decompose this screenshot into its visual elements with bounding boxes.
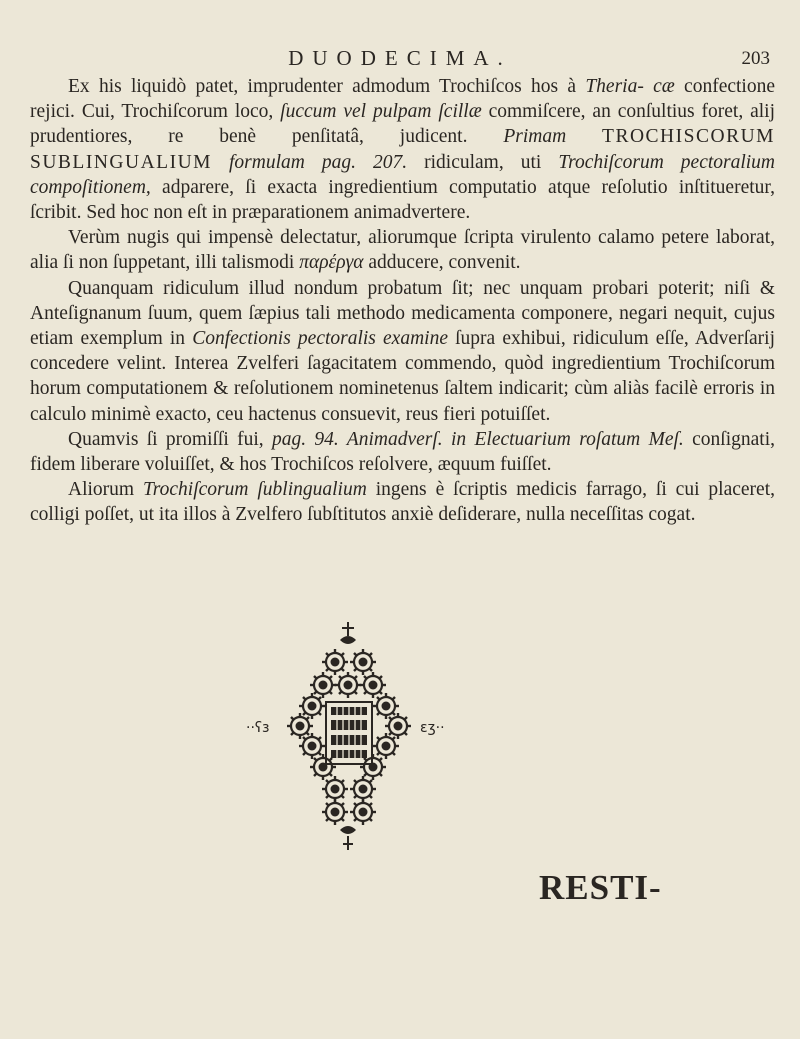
- italic-run: cæ: [653, 76, 675, 97]
- text-run: [212, 152, 229, 173]
- text-run: ridiculam, uti: [407, 151, 559, 173]
- italic-run: ſuccum vel pulpam ſcillæ: [280, 101, 482, 123]
- catchword: RESTI-: [539, 868, 662, 907]
- italic-run: Theria-: [585, 76, 644, 97]
- text-run: Quanquam ridiculum illud nondum probatum ſit; nec unquam probari poterit; niſi & Anteſignanum ſuum, quem ſæpius tali methodo medicamenta componere, negari nequit, cujus etiam exemplum in: [30, 277, 775, 350]
- italic-run: pag. 94. Animadverſ. in Electuarium roſatum Meſ.: [271, 428, 684, 450]
- svg-text:ɛʒ··: ɛʒ··: [420, 720, 445, 736]
- body-text: [30, 74, 775, 528]
- small-caps-run: TROCHISCORUM SUBLINGUALIUM: [30, 126, 775, 173]
- paragraph-5: [30, 477, 775, 527]
- paragraph-1: [30, 74, 775, 225]
- running-title: DUODECIMA.: [288, 46, 512, 70]
- italic-run: Confectionis pectoralis examine: [192, 328, 448, 350]
- text-run: [566, 126, 602, 147]
- paragraph-3: [30, 276, 775, 427]
- italic-run: formulam pag. 207.: [229, 151, 408, 173]
- text-run: adducere, convenit.: [363, 252, 521, 274]
- paragraph-4: [30, 427, 775, 477]
- text-run: confectione rejici. Cui, Trochiſcorum loco,: [30, 76, 776, 123]
- paragraph-2: [30, 225, 775, 275]
- italic-run: Primam: [503, 126, 567, 148]
- text-run: Verùm nugis qui impensè delectatur, aliorumque ſcripta virulento calamo petere laborat, alia ſi non ſuppetant, illi talismodi: [30, 227, 775, 274]
- text-run: commiſcere, an conſultius foret, alij prudentiores, re benè penſitatâ, judicent.: [30, 101, 775, 148]
- text-run: ingens è ſcriptis medicis farrago, ſi cui placeret, colligi poſſet, ut ita illos à Zvelfero ſubſtitutos anxiè deſiderare, nulla neceſſitas cogat.: [30, 479, 775, 526]
- greek-word: παρέργα: [299, 252, 364, 274]
- italic-run: Trochiſcorum ſublingualium: [143, 479, 367, 501]
- text-run: Aliorum: [68, 479, 144, 501]
- text-run: Quamvis ſi promiſſi fui,: [68, 428, 272, 450]
- text-run: conſignati, fidem liberare voluiſſet, & hos Trochiſcos reſolvere, æquum fuiſſet.: [30, 428, 775, 476]
- text-run: Ex his liquidò patet, imprudenter admodum Trochiſcos hos à: [68, 76, 586, 97]
- text-run: adparere, ſi exacta ingredientium computatio atque reſolutio inſtitueretur, ſcribit. Sed hoc non eſt in præparationem animadvertere.: [30, 176, 775, 224]
- text-run: ſupra exhibui, ridiculum eſſe, Adverſarij concedere velint. Interea Zvelferi ſagacitatem commendo, quòd ingredientium Trochiſcorum horum computationem & reſolutionem nominetenus ſaltem indicarit; cùm aliàs facilè erroris in calculo minimè exacto, ceu hactenus consuevit, reus fieri potuiſſet.: [30, 328, 775, 425]
- printers-fleuron-ornament-icon: [240, 622, 490, 852]
- italic-run: Trochiſcorum pectoralium compoſitionem,: [30, 151, 776, 198]
- text-run: [644, 76, 653, 97]
- svg-text:··ʕɜ: ··ʕɜ: [246, 720, 270, 736]
- page-number: 203: [741, 48, 770, 69]
